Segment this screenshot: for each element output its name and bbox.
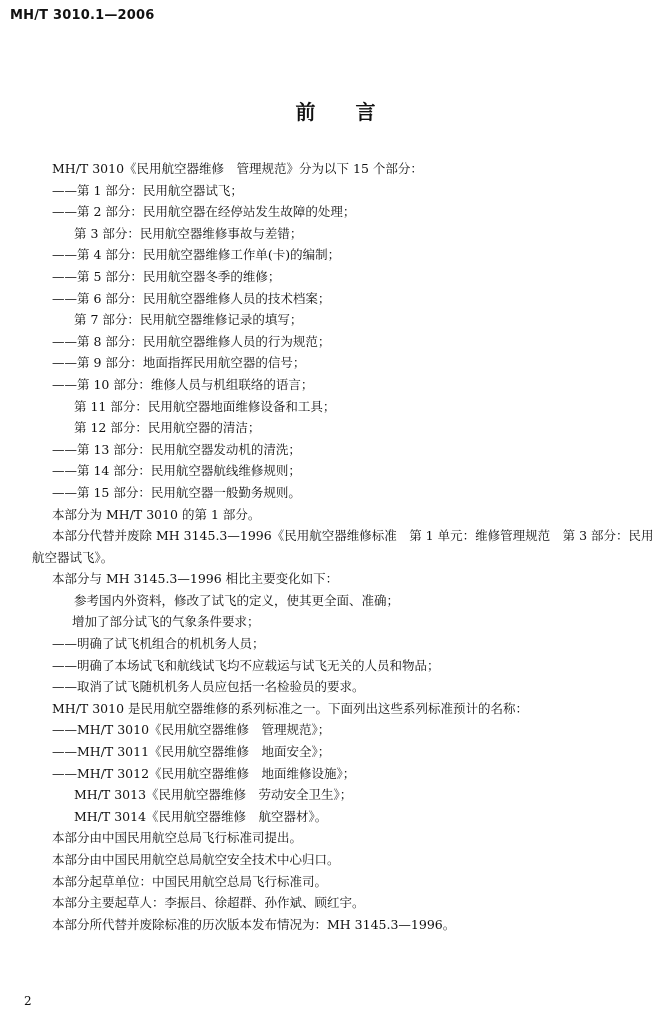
text-line: MH/T 3013《民用航空器维修 劳动安全卫生》； xyxy=(74,787,353,803)
text-line: ——MH/T 3012《民用航空器维修 地面维修设施》； xyxy=(52,765,356,781)
document-code-header: MH/T 3010.1—2006 xyxy=(10,8,155,23)
text-line: 本部分代替并废除 MH 3145.3—1996《民用航空器维修标准 第 1 单元：维修管理规范 第 3 部分：民用 xyxy=(52,528,654,544)
text-line: ——第 9 部分：地面指挥民用航空器的信号； xyxy=(52,355,306,371)
text-line: 参考国内外资料，修改了试飞的定义，使其更全面、准确； xyxy=(74,592,400,608)
text-line: ——第 4 部分：民用航空器维修工作单(卡)的编制； xyxy=(52,247,341,263)
text-line: MH/T 3010 是民用航空器维修的系列标准之一。下面列出这些系列标准预计的名称： xyxy=(52,700,529,716)
text-line: 第 12 部分：民用航空器的清洁； xyxy=(74,420,261,436)
text-line: 本部分为 MH/T 3010 的第 1 部分。 xyxy=(52,506,261,522)
text-line: ——第 1 部分：民用航空器试飞； xyxy=(52,182,243,198)
text-line: MH/T 3014《民用航空器维修 航空器材》。 xyxy=(74,808,328,824)
text-line: 本部分主要起草人：李振吕、徐超群、孙作斌、顾红宇。 xyxy=(52,895,365,911)
text-line: ——取消了试飞随机机务人员应包括一名检验员的要求。 xyxy=(52,679,365,695)
text-line: 增加了部分试飞的气象条件要求； xyxy=(72,614,260,630)
section-title: 前言 xyxy=(295,100,416,124)
text-line: 本部分由中国民用航空总局飞行标准司提出。 xyxy=(52,830,303,846)
text-line: ——第 14 部分：民用航空器航线维修规则； xyxy=(52,463,301,479)
text-line: 本部分与 MH 3145.3—1996 相比主要变化如下： xyxy=(52,571,339,587)
text-line: 航空器试飞》。 xyxy=(32,549,114,565)
text-line: 第 11 部分：民用航空器地面维修设备和工具； xyxy=(74,398,336,414)
text-line: 本部分由中国民用航空总局航空安全技术中心归口。 xyxy=(52,852,340,867)
text-line: ——明确了本场试飞和航线试飞均不应载运与试飞无关的人员和物品； xyxy=(52,657,440,673)
text-line: 第 7 部分：民用航空器维修记录的填写； xyxy=(74,312,303,328)
text-line: ——第 2 部分：民用航空器在经停站发生故障的处理； xyxy=(52,204,356,220)
text-line: ——MH/T 3011《民用航空器维修 地面安全》； xyxy=(52,744,331,760)
text-line: ——明确了试飞机组合的机机务人员； xyxy=(52,636,265,652)
text-line: MH/T 3010《民用航空器维修 管理规范》分为以下 15 个部分： xyxy=(52,161,423,176)
text-line: ——MH/T 3010《民用航空器维修 管理规范》； xyxy=(52,722,331,738)
text-line: ——第 6 部分：民用航空器维修人员的技术档案； xyxy=(52,290,331,306)
text-line: ——第 13 部分：民用航空器发动机的清洗； xyxy=(52,441,301,457)
text-line: ——第 8 部分：民用航空器维修人员的行为规范； xyxy=(52,333,331,349)
text-line: 第 3 部分：民用航空器维修事故与差错； xyxy=(74,225,303,241)
text-line: ——第 5 部分：民用航空器冬季的维修； xyxy=(52,268,281,284)
text-line: 本部分所代替并废除标准的历次版本发布情况为：MH 3145.3—1996。 xyxy=(52,916,456,932)
page-number: 2 xyxy=(24,994,32,1008)
text-line: ——第 15 部分：民用航空器一般勤务规则。 xyxy=(52,484,301,500)
foreword-body xyxy=(32,158,660,935)
text-line: 本部分起草单位：中国民用航空总局飞行标准司。 xyxy=(52,873,328,889)
text-line: ——第 10 部分：维修人员与机组联络的语言； xyxy=(52,376,314,392)
